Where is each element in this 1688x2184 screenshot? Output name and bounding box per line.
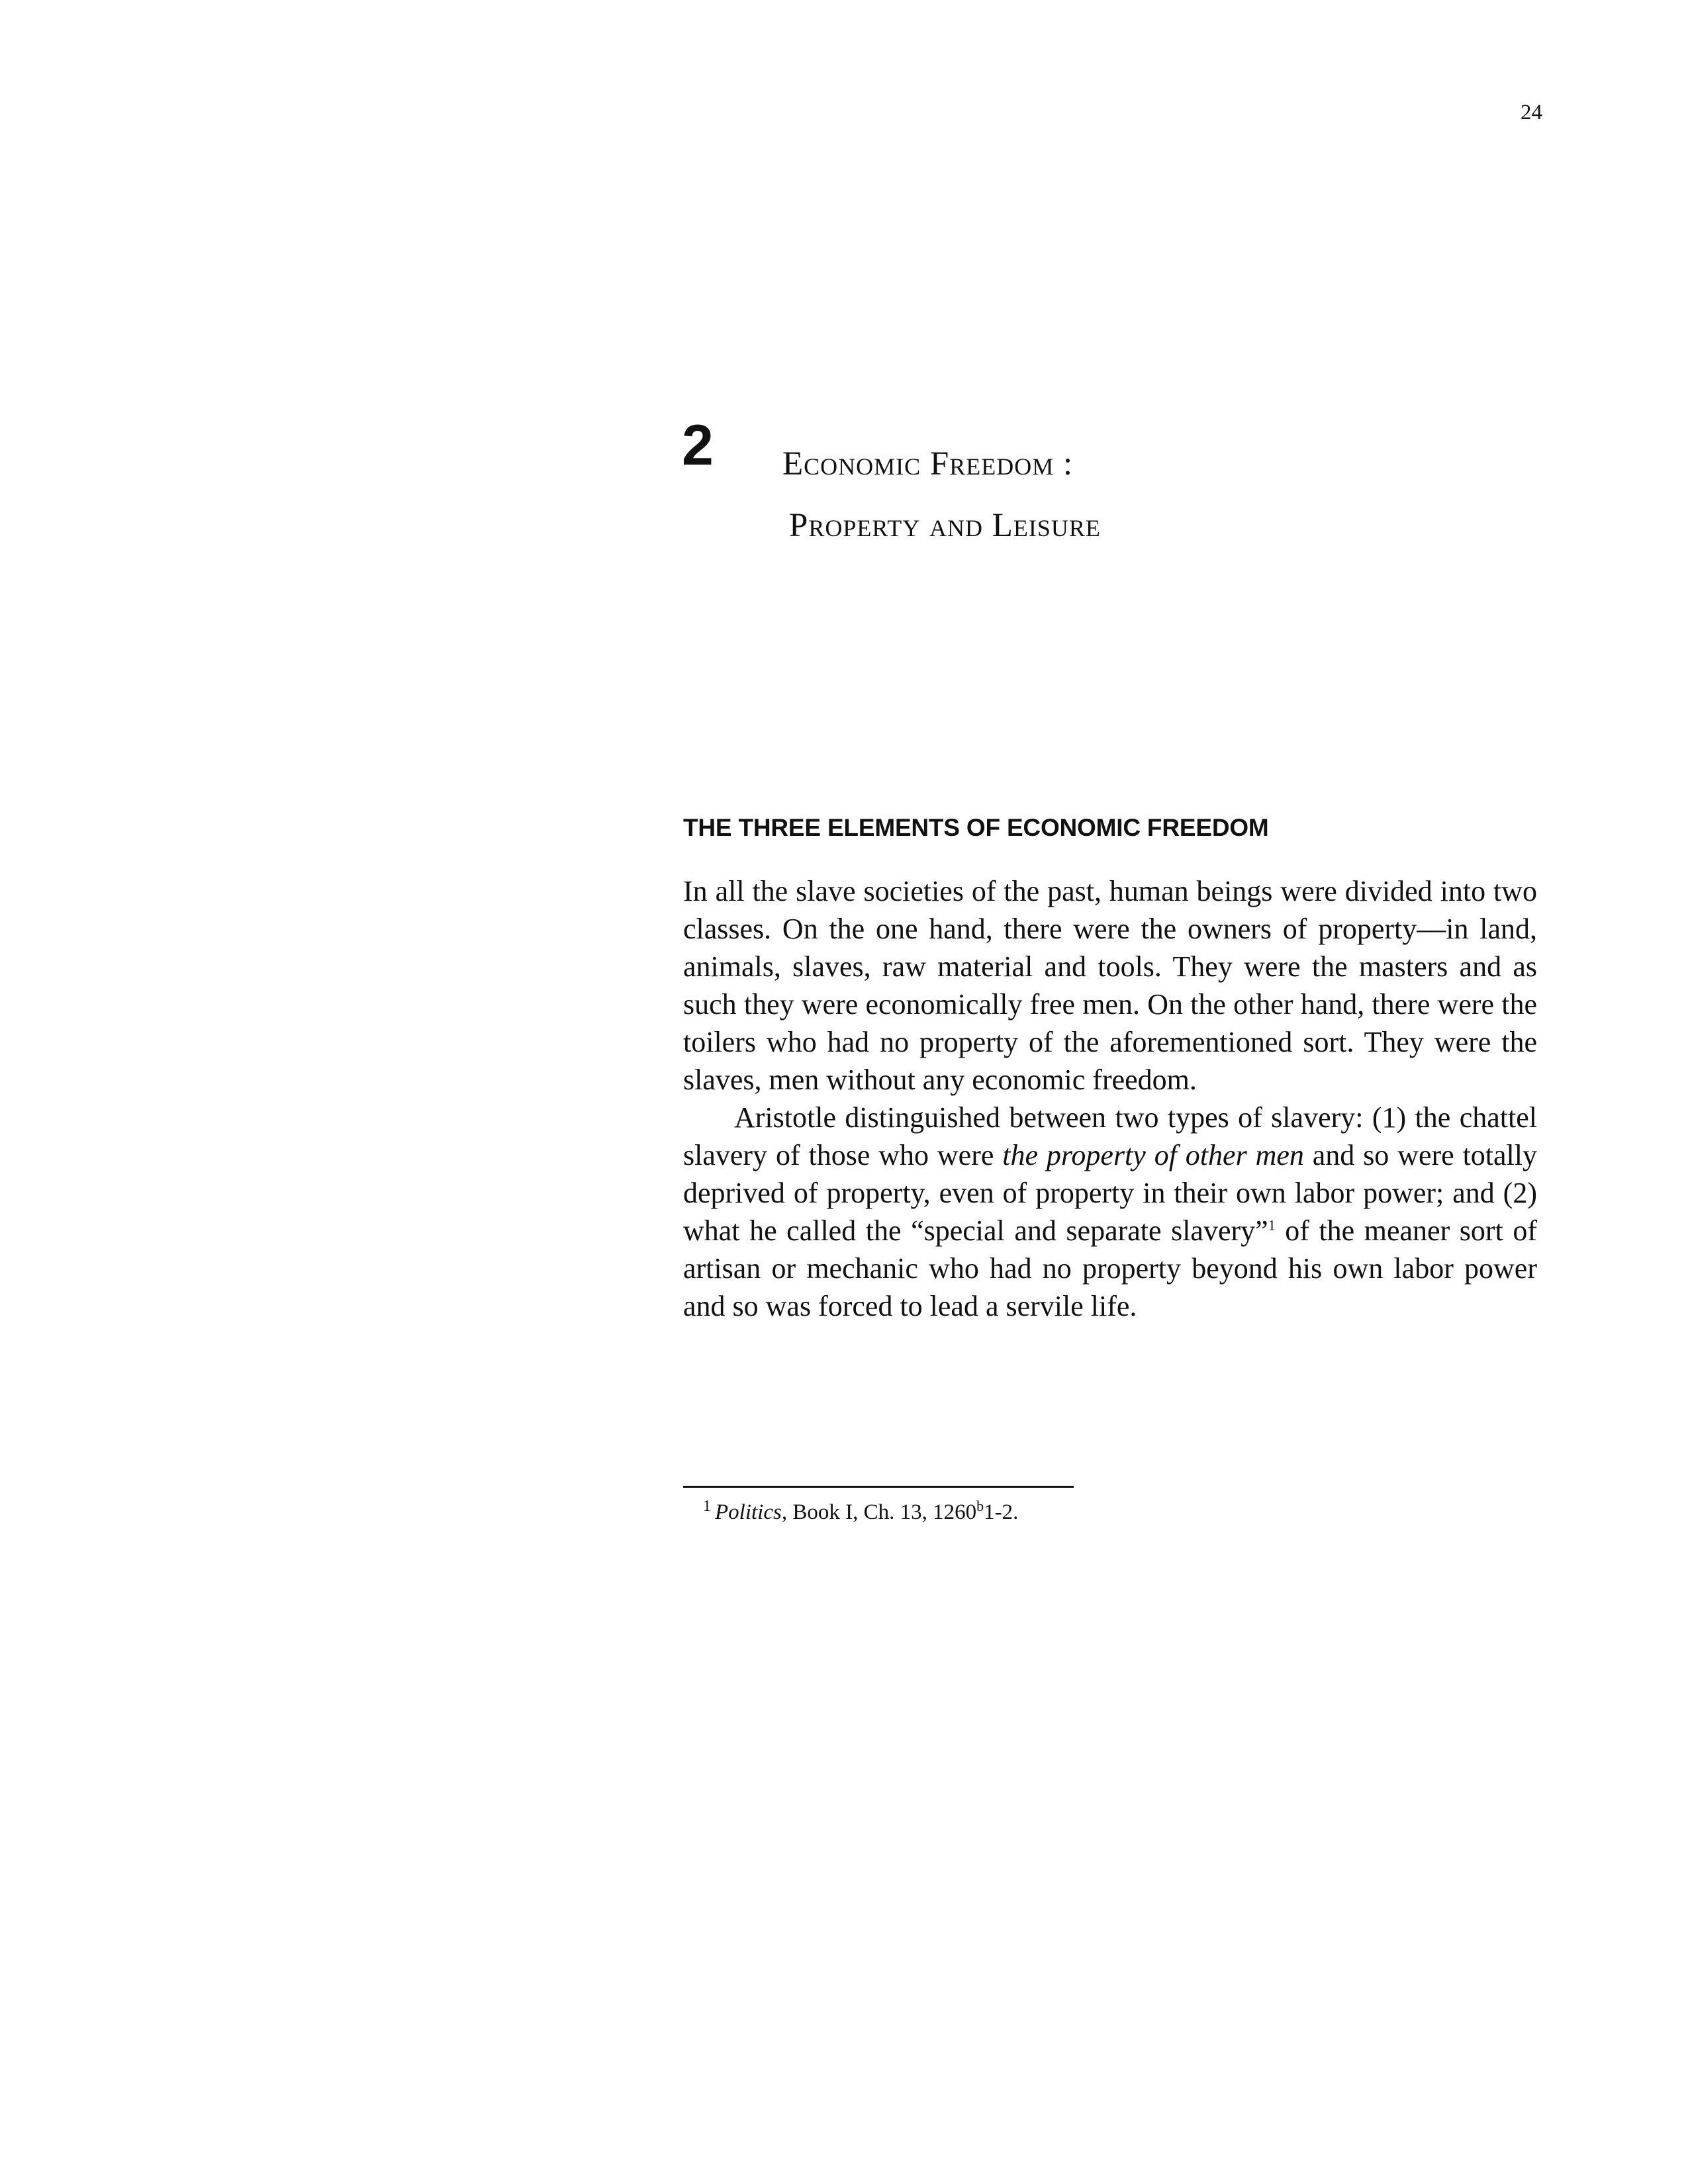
paragraph-2 — [683, 1099, 1537, 1325]
footnote-reference: 1 — [1268, 1216, 1276, 1234]
chapter-number: 2 — [682, 414, 714, 477]
paragraph-1: In all the slave societies of the past, human beings were divided into two classes. On the one hand, there were the owners of property––in land, animals, slaves, raw material and tools. They were the masters and as such they were economically free men. On the other hand, there were the toilers who had no property of the aforementioned sort. They were the slaves, men without any economic freedom. — [683, 875, 1537, 1096]
footnote-reference-superscript: b — [976, 1498, 984, 1514]
page-number: 24 — [1521, 101, 1542, 124]
paragraph-2-text-b: and so were totally deprived of property, even of property in their own labor power; and (2) what he called the “special and separate slavery” — [683, 1139, 1537, 1247]
paragraph-2-emphasis: the property of other men — [1002, 1139, 1304, 1171]
paragraph-2-text-a: Aristotle distinguished between two types of slavery: (1) the chattel slavery of those who were — [683, 1101, 1537, 1171]
body-text — [683, 872, 1537, 1325]
footnote-reference-tail: 1-2. — [984, 1500, 1019, 1524]
footnote-source-title: Politics, — [715, 1500, 788, 1524]
footnote-reference-text: Book I, Ch. 13, 1260 — [787, 1500, 977, 1524]
footnote-divider — [683, 1486, 1074, 1488]
chapter-title — [782, 433, 1101, 557]
paragraph-2-text-c: of the meaner sort of artisan or mechanic who had no property beyond his own labor power and so was forced to lead a servile life. — [683, 1214, 1537, 1322]
footnote-marker: 1 — [703, 1498, 711, 1515]
chapter-title-line-2: Property and Leisure — [789, 507, 1101, 544]
footnote — [703, 1499, 1018, 1525]
chapter-title-line-1: Economic Freedom : — [782, 445, 1074, 482]
section-heading: THE THREE ELEMENTS OF ECONOMIC FREEDOM — [683, 814, 1269, 841]
